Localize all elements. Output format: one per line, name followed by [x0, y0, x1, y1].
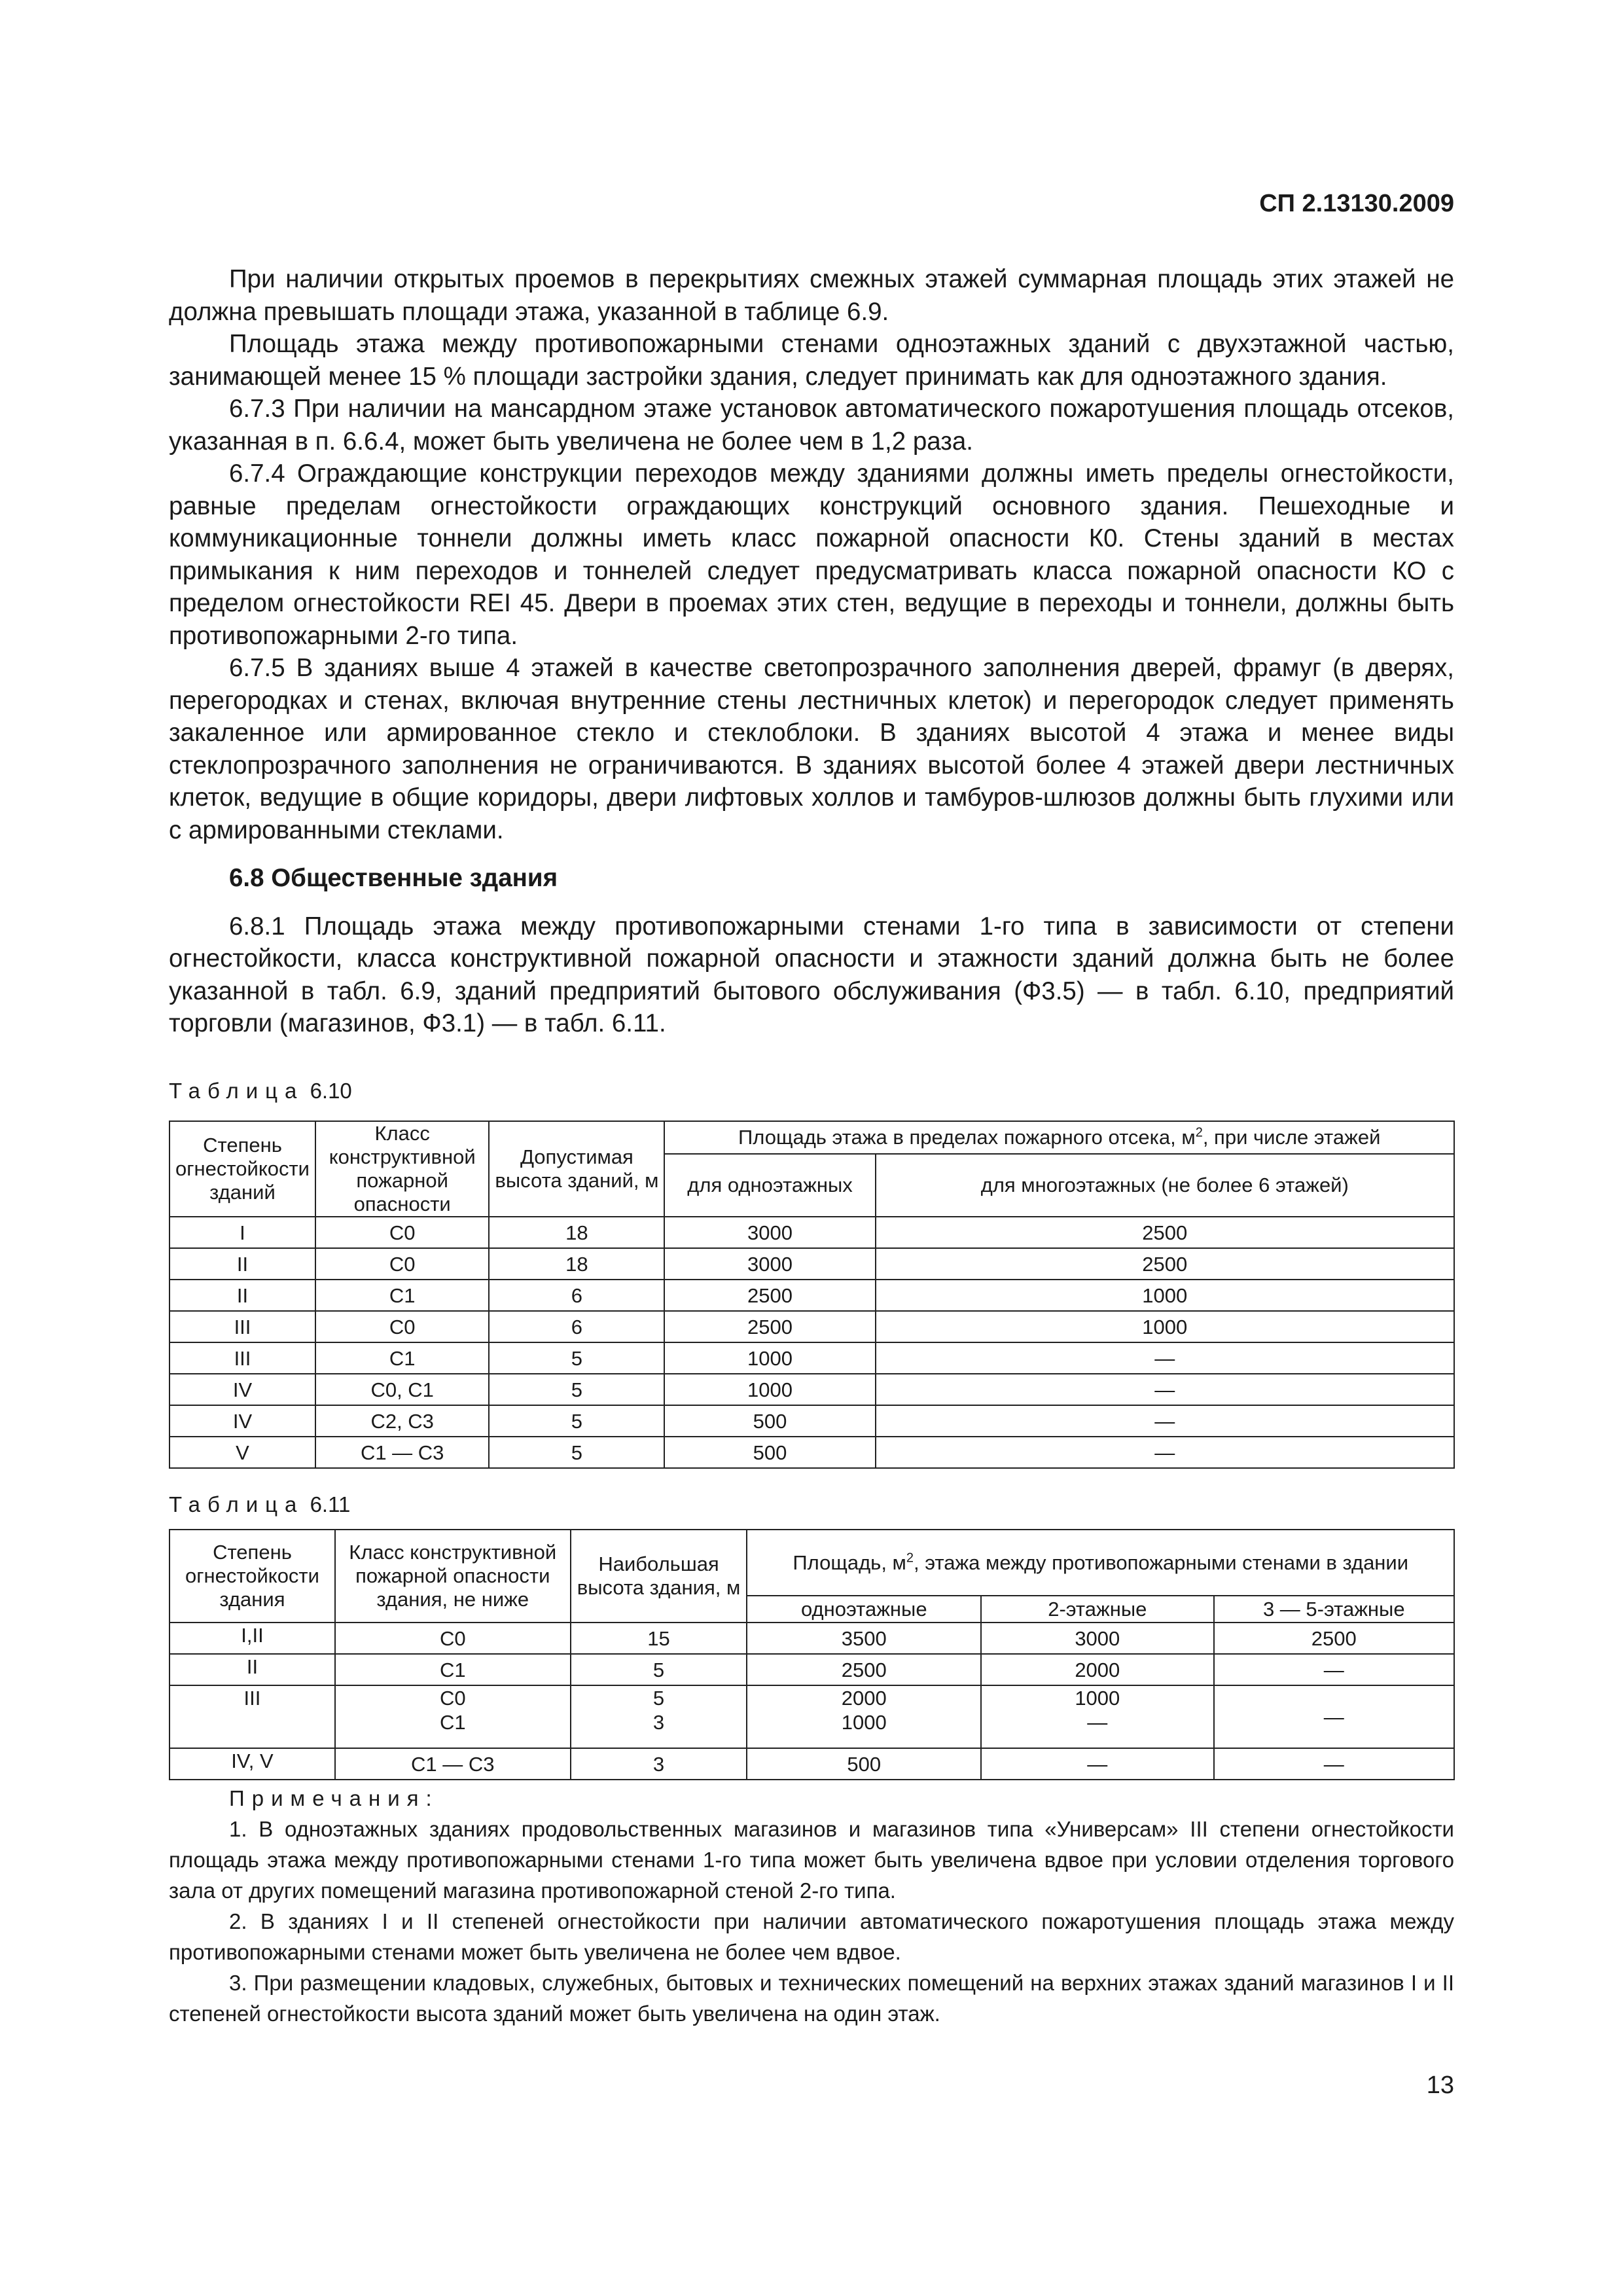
table-cell: 18	[489, 1248, 664, 1280]
table-cell: 500	[664, 1437, 875, 1468]
table-cell: III	[169, 1311, 315, 1342]
note-item: 3. При размещении кладовых, служебных, бытовых и технических помещений на верхних этажах зданий магазинов I и II степеней огнестойкости высота зданий может быть увеличена на один этаж.	[169, 1971, 1454, 2026]
table-cell: С0 С1	[335, 1685, 571, 1748]
table-row	[169, 1405, 1454, 1437]
table-row	[169, 1217, 1454, 1248]
paragraph: Площадь этажа между противопожарными стенами одноэтажных зданий с двухэтажной частью, занимающей менее 15 % площади застройки здания, следует принимать как для одноэтажного здания.	[169, 330, 1454, 391]
table-cell: С1 — С3	[315, 1437, 489, 1468]
table-6-10-caption: Таблица 6.10	[169, 1079, 352, 1103]
table-cell: 500	[664, 1405, 875, 1437]
table-cell: С1 — С3	[335, 1748, 571, 1780]
table-cell: —	[1214, 1654, 1454, 1685]
table-cell: С0	[315, 1217, 489, 1248]
paragraph: 6.7.4 Ограждающие конструкции переходов между зданиями должны иметь пределы огнестойкости, равные пределам огнестойкости ограждающих конструкций основного здания. Пешеходные и коммуникационные тоннели должны иметь класс пожарной опасности К0. Стены зданий в местах примыкания к ним переходов и тоннелей следует предусматривать класса пожарной опасности КО с пределом огнестойкости REI 45. Двери в проемах этих стен, ведущие в переходы и тоннели, должны быть противопожарными 2-го типа.	[169, 459, 1454, 650]
table-cell: 2000 1000	[747, 1685, 981, 1748]
table-cell: 1000	[876, 1311, 1454, 1342]
table-cell: IV	[169, 1405, 315, 1437]
table-cell: —	[876, 1342, 1454, 1374]
paragraph: 6.8.1 Площадь этажа между противопожарными стенами 1-го типа в зависимости от степени огнестойкости, класса конструктивной пожарной опасности и этажности зданий должна быть не более указанной в табл. 6.9, зданий предприятий бытового обслуживания (Ф3.5) — в табл. 6.10, предприятий торговли (магазинов, Ф3.1) — в табл. 6.11.	[169, 912, 1454, 1037]
table-cell: 3500	[747, 1623, 981, 1654]
document-code-header: СП 2.13130.2009	[1259, 190, 1454, 217]
table-cell: 5	[489, 1342, 664, 1374]
header-height: Допустимая высота зданий, м	[489, 1121, 664, 1217]
table-cell: С1	[315, 1280, 489, 1311]
table-cell: 1000	[664, 1374, 875, 1405]
table-cell: —	[876, 1405, 1454, 1437]
header-class: Класс конструктивной пожарной опасности	[315, 1121, 489, 1217]
table-cell: С2, С3	[315, 1405, 489, 1437]
header-two-storey: 2-этажные	[981, 1596, 1213, 1623]
table-row	[169, 1748, 1454, 1780]
table-row	[169, 1374, 1454, 1405]
header-one-storey: одноэтажные	[747, 1596, 981, 1623]
table-cell: 1000	[876, 1280, 1454, 1311]
table-cell: 500	[747, 1748, 981, 1780]
header-one-storey: для одноэтажных	[664, 1154, 875, 1217]
table-row	[169, 1437, 1454, 1468]
table-cell: С0	[335, 1623, 571, 1654]
header-degree: Степень огнестойкости зданий	[169, 1121, 315, 1217]
table-cell: 2500	[1214, 1623, 1454, 1654]
table-row	[169, 1280, 1454, 1311]
header-area: Площадь этажа в пределах пожарного отсека, $м^2$, при числе этажей	[664, 1121, 1454, 1154]
table-6-11-caption: Таблица 6.11	[169, 1492, 351, 1516]
table-row	[169, 1654, 1454, 1685]
table-cell: III	[169, 1685, 335, 1748]
table-row	[169, 1248, 1454, 1280]
table-cell: 5	[489, 1405, 664, 1437]
table-cell: III	[169, 1342, 315, 1374]
header-class: Класс конструктивной пожарной опасности здания, не ниже	[335, 1530, 571, 1623]
table-cell: С1	[335, 1654, 571, 1685]
table-cell: V	[169, 1437, 315, 1468]
table-cell: 5	[489, 1374, 664, 1405]
table-cell: II	[169, 1280, 315, 1311]
paragraph: При наличии открытых проемов в перекрытиях смежных этажей суммарная площадь этих этажей не должна превышать площади этажа, указанной в таблице 6.9.	[169, 265, 1454, 326]
table-cell: 2500	[876, 1217, 1454, 1248]
table-cell: II	[169, 1248, 315, 1280]
table-cell: II	[169, 1654, 335, 1685]
table-cell: 5	[571, 1654, 747, 1685]
table-cell: I	[169, 1217, 315, 1248]
table-cell: 6	[489, 1311, 664, 1342]
table-cell: 2000	[981, 1654, 1213, 1685]
table-cell: С1	[315, 1342, 489, 1374]
table-cell: 2500	[664, 1311, 875, 1342]
table-notes	[169, 1783, 1454, 2029]
paragraph: 6.7.5 В зданиях выше 4 этажей в качестве светопрозрачного заполнения дверей, фрамуг (в дверях, перегородках и стенах, включая внутренние стены лестничных клеток) и перегородок следует применять закаленное или армированное стекло и стеклоблоки. В зданиях высотой 4 этажа и менее виды стеклопрозрачного заполнения не ограничиваются. В зданиях высотой более 4 этажей двери лестничных клеток, ведущие в общие коридоры, двери лифтовых холлов и тамбуров-шлюзов должны быть глухими или с армированными стеклами.	[169, 654, 1454, 844]
table-cell: —	[1214, 1748, 1454, 1780]
table-row	[169, 1685, 1454, 1748]
table-cell: 6	[489, 1280, 664, 1311]
table-6-10	[169, 1121, 1455, 1469]
header-three-five-storey: 3 — 5-этажные	[1214, 1596, 1454, 1623]
table-row	[169, 1311, 1454, 1342]
header-multi-storey: для многоэтажных (не более 6 этажей)	[876, 1154, 1454, 1217]
table-row	[169, 1342, 1454, 1374]
header-area: Площадь, $м^2$, этажа между противопожарными стенами в здании	[747, 1530, 1454, 1596]
table-cell: 1000	[664, 1342, 875, 1374]
table-cell: 2500	[747, 1654, 981, 1685]
note-item: 2. В зданиях I и II степеней огнестойкости при наличии автоматического пожаротушения площадь этажа между противопожарными стенами может быть увеличена не более чем вдвое.	[169, 1909, 1454, 1964]
table-cell: 15	[571, 1623, 747, 1654]
table-cell: 3000	[664, 1248, 875, 1280]
table-cell: 18	[489, 1217, 664, 1248]
table-cell: —	[876, 1437, 1454, 1468]
table-6-11	[169, 1529, 1455, 1780]
table-cell: IV	[169, 1374, 315, 1405]
paragraph: 6.7.3 При наличии на мансардном этаже установок автоматического пожаротушения площадь отсеков, указанная в п. 6.6.4, может быть увеличена не более чем в 1,2 раза.	[169, 395, 1454, 456]
table-cell: IV, V	[169, 1748, 335, 1780]
table-cell: 5 3	[571, 1685, 747, 1748]
body-text	[169, 263, 1454, 1040]
table-cell: 1000 —	[981, 1685, 1213, 1748]
table-cell: I,II	[169, 1623, 335, 1654]
header-height: Наибольшая высота здания, м	[571, 1530, 747, 1623]
table-cell: —	[1214, 1685, 1454, 1748]
table-row	[169, 1623, 1454, 1654]
table-cell: 3	[571, 1748, 747, 1780]
table-cell: 3000	[981, 1623, 1213, 1654]
table-cell: —	[981, 1748, 1213, 1780]
table-cell: 3000	[664, 1217, 875, 1248]
table-cell: С0	[315, 1311, 489, 1342]
note-item: 1. В одноэтажных зданиях продовольственных магазинов и магазинов типа «Универсам» III степени огнестойкости площадь этажа между противопожарными стенами 1-го типа может быть увеличена вдвое при условии отделения торгового зала от других помещений магазина противопожарной стеной 2-го типа.	[169, 1817, 1454, 1903]
table-cell: —	[876, 1374, 1454, 1405]
table-cell: С0	[315, 1248, 489, 1280]
notes-title: Примечания:	[229, 1786, 439, 1810]
table-cell: С0, С1	[315, 1374, 489, 1405]
page-number: 13	[1426, 2072, 1454, 2099]
table-cell: 2500	[664, 1280, 875, 1311]
header-degree: Степень огнестойкости здания	[169, 1530, 335, 1623]
section-title: 6.8 Общественные здания	[229, 864, 558, 892]
table-cell: 5	[489, 1437, 664, 1468]
table-cell: 2500	[876, 1248, 1454, 1280]
